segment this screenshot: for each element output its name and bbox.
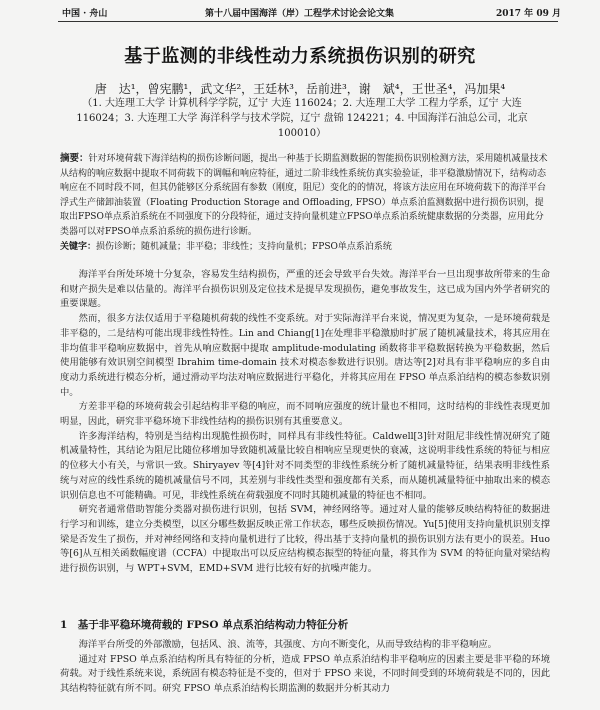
keywords bbox=[60, 240, 550, 254]
body-paragraph: 然而，很多方法仅适用于平稳随机荷载的线性不变系统。对于实际海洋平台来说，情况更为复杂，一是环境荷载是非平稳的，二是结构可能出现非线性特性。Lin and Chiang[1]在处理非平稳激励时扩展了随机减量技术，将其应用在非均值非平稳响应数据中，首先从响应数据中提取 amplitude-modulating 函数将非平稳数据转换为平稳数据，然后使用能够有效识别空间模型 Ibrahim time-domain 技术对模态参数进行识别。唐达等[2]对具有非平稳响应的多自由度动力系统进行模态分析，通过滑动平均法对响应数据进行平稳化，并将其应用在 FPSO 单点系泊结构的模态参数识别中。 bbox=[60, 313, 550, 398]
body-paragraph: 海洋平台所受的外部激励，包括风、浪、流等，其强度、方向不断变化，从而导致结构的非平稳响应。 bbox=[78, 639, 497, 650]
header-proceedings: 第十八届中国海洋（岸）工程学术讨论会论文集 bbox=[205, 9, 395, 19]
body-paragraph: 许多海洋结构，特别是当结构出现脆性损伤时，同样具有非线性特征。Caldwell[3]针对阻尼非线性情况研究了随机减量特性，其结论为阻尼比随位移增加导致随机减量比较自相响应呈现更快的衰减，这说明非线性系统的特征与相应的位移大小有关，与常识一致。Shiryayev 等[4]针对不同类型的非线性系统分析了随机减量特征，结果表明非线性系统与对应的线性系统的随机减量信号不同，其差别与非线性类型和强度都有关系，而从随机减量特征中抽取出来的模态识别信息也不可能精确。可见，非线性系统在荷载强度不同时其随机减量的特征也不相同。 bbox=[60, 430, 550, 501]
section-heading: 1 基于非平稳环境荷载的 FPSO 单点系泊结构动力特征分析 bbox=[60, 619, 349, 631]
paper-title: 基于监测的非线性动力系统损伤识别的研究 bbox=[124, 46, 476, 67]
body-paragraph: 研究者通常借助智能分类器对损伤进行识别，包括 SVM，神经网络等。通过对人量的能够反映结构特征的数据进行学习和训练，建立分类模型，以区分哪些数据反映正常工作状态，哪些反映损伤情况。Yu[5]使用支持向量机识别支撑梁是否发生了损伤，并对神经网络和支持向量机进行了比较，得出基于支持向量机的损伤识别方法有更小的误差。Huo 等[6]从互相关函数幅度谱（CCFA）中提取出可以反应结构模态振型的特征向量，将其作为 SVM 的特征向量对梁结构进行损伤识别，与 WPT+SVM，EMD+SVM 进行比较有好的抗噪声能力。 bbox=[60, 504, 550, 575]
header-rule bbox=[58, 21, 558, 22]
keywords-text: 损伤诊断；随机减量；非平稳；非线性；支持向量机；FPSO单点系泊系统 bbox=[96, 242, 392, 252]
body-paragraph: 方差非平稳的环境荷载会引起结构非平稳的响应，而不同响应强度的统计量也不相同，这时结构的非线性表现更加明显，因此，研究非平稳环境下非线性结构的损伤识别有其重要意义。 bbox=[60, 401, 550, 428]
header-location: 中国 · 舟山 bbox=[62, 9, 108, 19]
abstract bbox=[60, 152, 550, 239]
abstract-text: 针对环境荷载下海洋结构的损伤诊断问题，提出一种基于长期监测数据的智能损伤识别检测方法，采用随机减量技术从结构的响应数据中提取不同荷载下的调幅和响应特征，通过二阶非线性系统仿真实验验证，非平稳激励情况下，结构动态响应在不同时段不同，但其仍能够区分系统固有参数（刚度，阻尼）变化的的情况，将该方法应用在环境荷载下的海洋平台浮式生产储卸油装置（Floating Production Storage and Offloading, FPSO）单点系泊监测数据中进行损伤识别，提取出FPSO单点系泊系统在不同强度下的分段特征，通过支持向量机建立FPSO单点系泊系统健康数据的分类器，应用此分类器可以对FPSO单点系泊系统的损伤进行诊断。 bbox=[60, 154, 548, 237]
affiliations: （1. 大连理工大学 计算机科学学院，辽宁 大连 116024；2. 大连理工大学 工程力学系，辽宁 大连 116024；3. 大连理工大学 海洋科学与技术学院，辽宁 盘锦 124221；4. 中国海洋石油总公司，北京 100010） bbox=[76, 98, 528, 139]
body-paragraph: 通过对 FPSO 单点系泊结构所具有特征的分析，造成 FPSO 单点系泊结构非平稳响应的因素主要是非平稳的环境荷载。对于线性系统来说，系统固有模态特征是不变的，但对于 FPSO 来说，不同时间受到的环境荷载是不同的，因此其结构特征就有所不同。研究 FPSO 单点系泊结构长期监测的数据并分析其动力 bbox=[60, 653, 550, 695]
running-header bbox=[0, 6, 600, 22]
keywords-label: 关键字： bbox=[60, 242, 97, 252]
body-paragraph: 海洋平台所处环境十分复杂，容易发生结构损伤，严重的还会导致平台失效。海洋平台一旦出现事故所带来的生命和财产损失是难以估量的。海洋平台损伤识别及定位技术是提早发现损伤，避免事故发生，这已成为国内外学者研究的重要课题。 bbox=[60, 269, 550, 310]
abstract-label: 摘要： bbox=[60, 153, 89, 164]
introduction-body bbox=[60, 268, 550, 577]
header-date: 2017 年 09 月 bbox=[496, 9, 561, 19]
section-body bbox=[60, 638, 550, 697]
author-list: 唐 达¹，曾宪鹏¹，武文华²，王廷林³，岳前进³，谢 斌⁴，王世圣⁴，冯加果⁴ bbox=[94, 82, 506, 96]
